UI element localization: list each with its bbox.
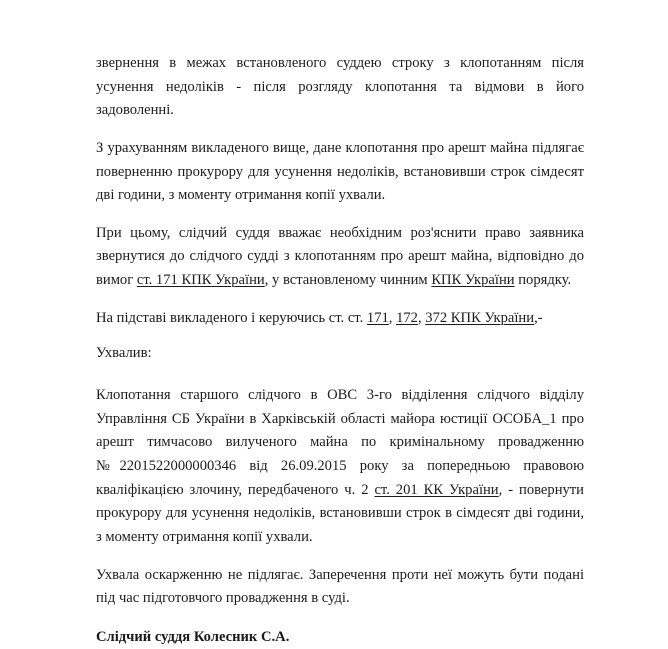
legal-reference-link[interactable]: ст. 201 КК України: [374, 481, 499, 498]
legal-reference-link[interactable]: 372 КПК України: [425, 309, 535, 326]
legal-reference-link[interactable]: 172: [396, 309, 418, 326]
paragraph-1: звернення в межах встановленого суддею строку з клопотанням після усунення недоліків - після розгляду клопотання та відмови в його задоволенні.: [96, 55, 584, 119]
paragraph-2: З урахуванням викладеного вище, дане клопотання про арешт майна підлягає поверненню прокурору для усунення недоліків, встановивши строк сімдесят дві години, з моменту отримання копії ухвали.: [96, 139, 584, 204]
paragraph-3: При цьому, слідчий суддя вважає необхідним роз'яснити право заявника звернутися до слідчого судді з клопотанням про арешт майна, відповідно до вимог ст. 171 КПК України, у встановленому чинним КПК України порядку.: [96, 224, 584, 289]
legal-reference-link[interactable]: ст. 171 КПК України: [136, 272, 265, 289]
paragraph-6-decision-body: Клопотання старшого слідчого в ОВС 3-го відділення слідчого відділу Управління СБ України в Харківській області майора юстиції ОСОБА_1 про арешт тимчасово вилученого майна по кримінальному провадженню №2201522000000346 від 26.09.2015 року за попередньою правовою кваліфікацією злочину, передбаченого ч. 2 ст. 201 КК України, - повернути прокурору для усунення недоліків, встановивши строк в сімдесят дві години, з моменту отримання копії ухвали.: [96, 387, 584, 545]
legal-reference-link[interactable]: 171: [366, 309, 389, 326]
paragraph-4-legal-basis: На підставі викладеного і керуючись ст. ст. 171, 172, 372 КПК України,-: [96, 309, 543, 326]
paragraph-7-appeal-notice: Ухвала оскарженню не підлягає. Заперечення проти неї можуть бути подані під час підготовчого провадження в суді.: [96, 566, 584, 607]
paragraph-5-ruling-heading: Ухвалив:: [96, 345, 152, 362]
legal-reference-link[interactable]: КПК України: [431, 272, 515, 289]
judge-signature: Слідчий суддя Колесник С.А.: [96, 628, 290, 645]
